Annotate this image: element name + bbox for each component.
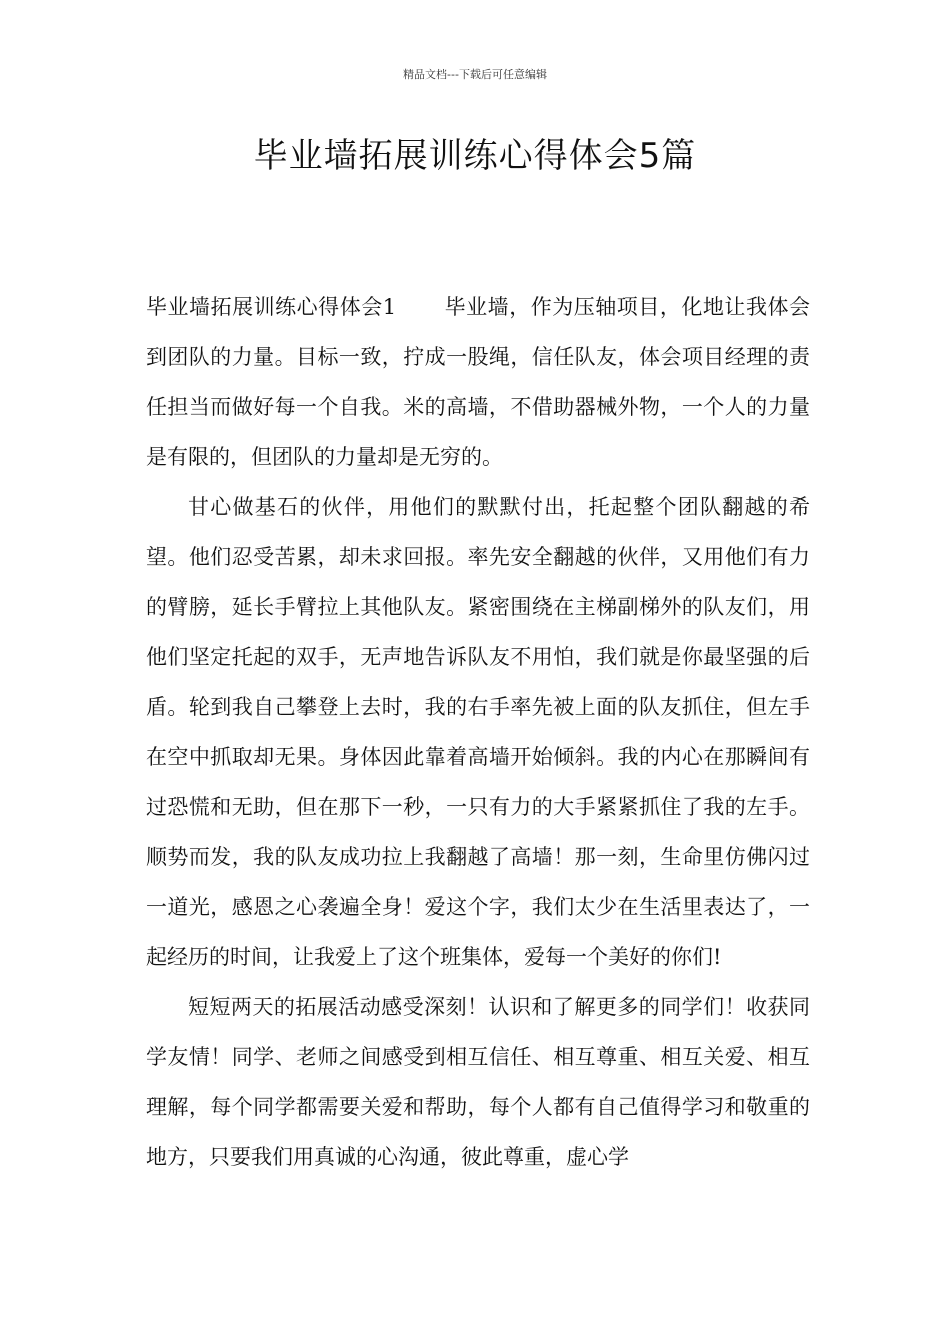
document-title: 毕业墙拓展训练心得体会5篇	[253, 136, 697, 176]
header-note: 精品文档---下载后可任意编辑	[403, 68, 547, 81]
paragraph-1-text: 毕业墙，作为压轴项目，化地让我体会到团队的力量。目标一致，拧成一股绳，信任队友，体会项目经理的责任担当而做好每一个自我。米的高墙，不借助器械外物，一个人的力量是有限的，但团队的力量却是无穷的。	[146, 295, 810, 469]
paragraph-2: 甘心做基石的伙伴，用他们的默默付出，托起整个团队翻越的希望。他们忍受苦累，却未求回报。率先安全翻越的伙伴，又用他们有力的臂膀，延长手臂拉上其他队友。紧密围绕在主梯副梯外的队友们，用他们坚定托起的双手，无声地告诉队友不用怕，我们就是你最坚强的后盾。轮到我自己攀登上去时，我的右手率先被上面的队友抓住，但左手在空中抓取却无果。身体因此靠着高墙开始倾斜。我的内心在那瞬间有过恐慌和无助，但在那下一秒，一只有力的大手紧紧抓住了我的左手。顺势而发，我的队友成功拉上我翻越了高墙！那一刻，生命里仿佛闪过一道光，感恩之心袭遍全身！爱这个字，我们太少在生活里表达了，一起经历的时间，让我爱上了这个班集体，爱每一个美好的你们!	[146, 495, 810, 969]
document-body	[146, 282, 810, 1182]
paragraph-1-lead: 毕业墙拓展训练心得体会1	[146, 295, 397, 319]
paragraph-3: 短短两天的拓展活动感受深刻！认识和了解更多的同学们！收获同学友情！同学、老师之间感受到相互信任、相互尊重、相互关爱、相互理解，每个同学都需要关爱和帮助，每个人都有自己值得学习和敬重的地方，只要我们用真诚的心沟通，彼此尊重，虚心学	[146, 995, 810, 1169]
paragraph-1	[146, 282, 810, 482]
